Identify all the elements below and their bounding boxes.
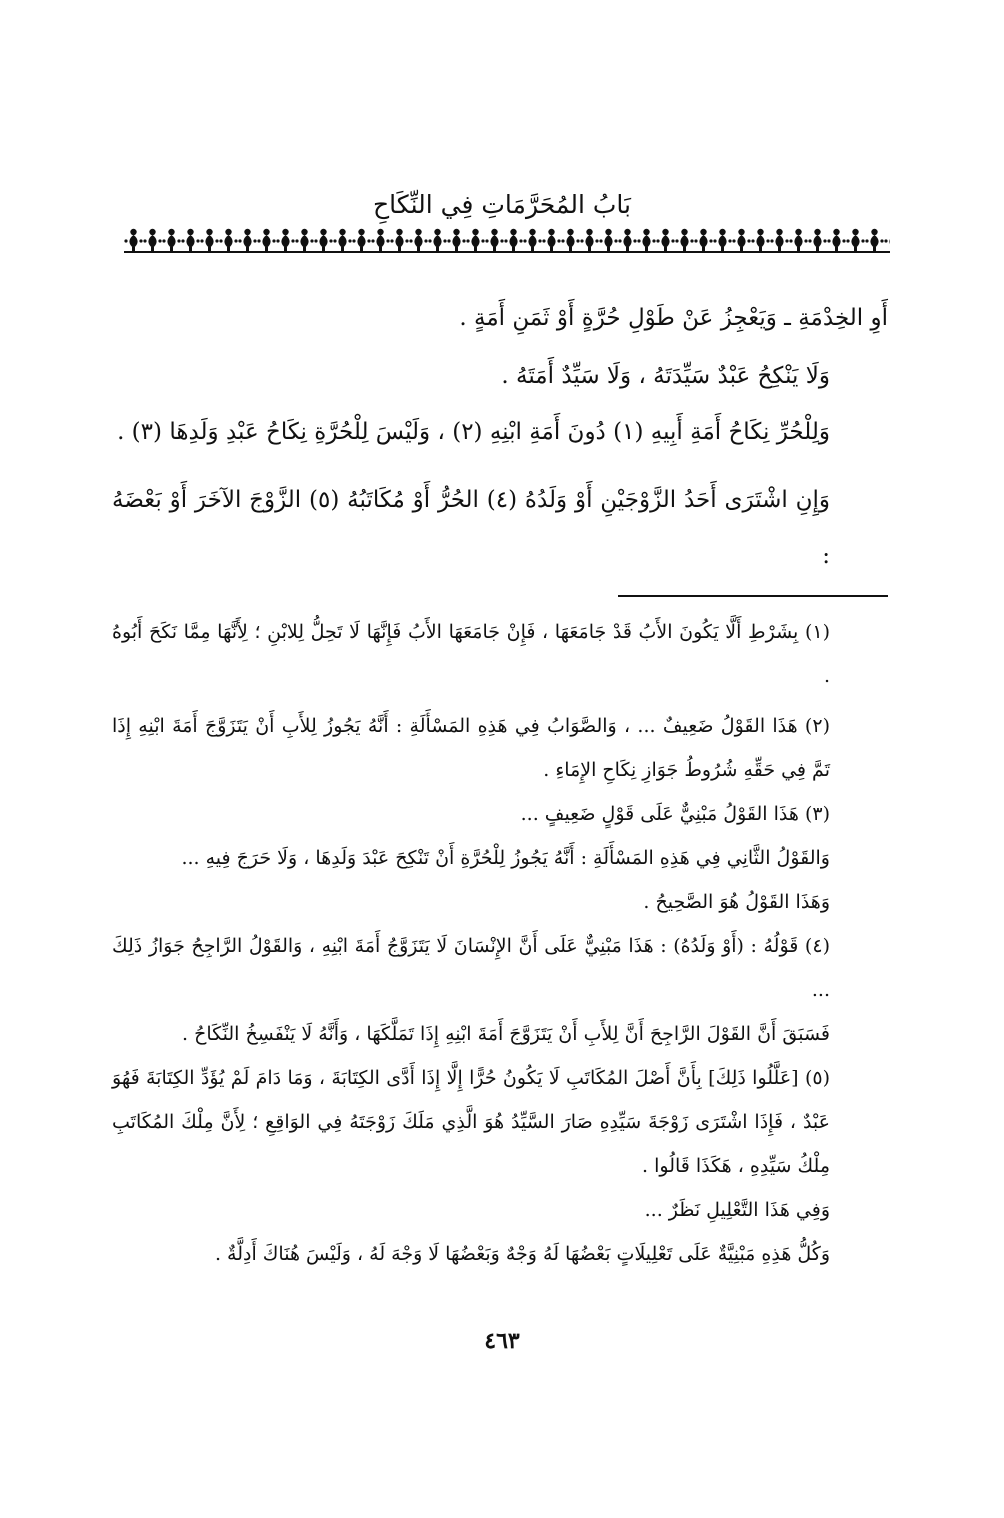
- main-paragraph: وَلَا يَنْكِحُ عَبْدٌ سَيِّدَتَهُ ، وَلَا سَيِّدٌ أَمَتَهُ .: [501, 363, 830, 389]
- footnote-separator: [618, 595, 888, 597]
- footnote: (٣) هَذَا القَوْلُ مَبْنِيٌّ عَلَى قَوْلٍ ضَعِيفٍ ...: [520, 803, 830, 825]
- footnotes: [112, 610, 888, 1276]
- main-paragraph: أَوِ الخِدْمَةِ ـ وَيَعْجِزُ عَنْ طَوْلِ حُرَّةٍ أَوْ ثَمَنِ أَمَةٍ .: [459, 305, 888, 331]
- decorative-border-ornament: [124, 227, 890, 253]
- footnote: وَفِي هَذَا التَّعْلِيلِ نَظَرٌ ...: [644, 1199, 830, 1221]
- footnote: وَالقَوْلُ الثَّانِي فِي هَذِهِ المَسْأَلَةِ : أَنَّهُ يَجُوزُ لِلْحُرَّةِ أَنْ تَنْكِحَ عَبْدَ وَلَدِهَا ، وَلَا حَرَجَ فِيهِ ...: [181, 847, 830, 869]
- main-paragraph: وَإِنِ اشْتَرَى أَحَدُ الزَّوْجَيْنِ أَوْ وَلَدُهُ (٤) الحُرُّ أَوْ مُكَاتَبُهُ (٥) الزَّوْجَ الآخَرَ أَوْ بَعْضَهُ :: [112, 487, 830, 569]
- main-paragraph: وَلِلْحُرِّ نِكَاحُ أَمَةِ أَبِيهِ (١) دُونَ أَمَةِ ابْنِهِ (٢) ، وَلَيْسَ لِلْحُرَّةِ نِكَاحُ عَبْدِ وَلَدِهَا (٣) .: [117, 419, 830, 445]
- footnote: وَكُلُّ هَذِهِ مَبْنِيَّةٌ عَلَى تَعْلِيلَاتٍ بَعْضُهَا لَهُ وَجْهٌ وَبَعْضُهَا لَا وَجْهَ لَهُ ، وَلَيْسَ هُنَاكَ أَدِلَّةٌ .: [214, 1243, 830, 1265]
- main-text: [112, 290, 888, 586]
- running-title: بَابُ المُحَرَّمَاتِ فِي النِّكَاحِ: [373, 190, 631, 219]
- footnote: (٢) هَذَا القَوْلُ ضَعِيفٌ ... ، وَالصَّوَابُ فِي هَذِهِ المَسْأَلَةِ : أَنَّهُ يَجُوزُ لِلأَبِ أَنْ يَتَزَوَّجَ أَمَةَ ابْنِهِ إِذَا تَمَّ فِي حَقِّهِ شُرُوطُ جَوَازِ نِكَاحِ الإِمَاءِ .: [112, 715, 830, 781]
- footnote: (٥) [عَلَّلُوا ذَلِكَ] بِأَنَّ أَصْلَ المُكَاتَبِ لَا يَكُونُ حُرًّا إِلَّا إِذَا أَدَّى الكِتَابَةَ ، وَمَا دَامَ لَمْ يُؤَدِّ الكِتَابَةَ فَهُوَ عَبْدٌ ، فَإِذَا اشْتَرَى زَوْجَةَ سَيِّدِهِ صَارَ السَّيِّدُ هُوَ الَّذِي مَلَكَ زَوْجَتَهُ فِي الوَاقِعِ ؛ لِأَنَّ مِلْكَ المُكَاتَبِ مِلْكُ سَيِّدِهِ ، هَكَذَا قَالُوا .: [112, 1067, 830, 1177]
- page-number: ٤٦٣: [484, 1328, 520, 1354]
- footnote: فَسَبَقَ أَنَّ القَوْلَ الرَّاجِحَ أَنَّ لِلأَبِ أَنْ يَتَزَوَّجَ أَمَةَ ابْنِهِ إِذَا تَمَلَّكَهَا ، وَأَنَّهُ لَا يَنْفَسِخُ النِّكَاحُ .: [182, 1023, 830, 1045]
- footnote: (١) بِشَرْطِ أَلَّا يَكُونَ الأَبُ قَدْ جَامَعَهَا ، فَإِنْ جَامَعَهَا الأَبُ فَإِنَّهَا لَا تَحِلُّ لِلابْنِ ؛ لِأَنَّهَا مِمَّا نَكَحَ أَبُوهُ .: [112, 621, 830, 687]
- footnote: وَهَذَا القَوْلُ هُوَ الصَّحِيحُ .: [643, 891, 830, 913]
- footnote: (٤) قَوْلُهُ : (أَوْ وَلَدُهُ) : هَذَا مَبْنِيٌّ عَلَى أَنَّ الإِنْسَانَ لَا يَتَزَوَّجُ أَمَةَ ابْنِهِ ، وَالقَوْلُ الرَّاجِحُ جَوَازُ ذَلِكَ ...: [112, 935, 830, 1001]
